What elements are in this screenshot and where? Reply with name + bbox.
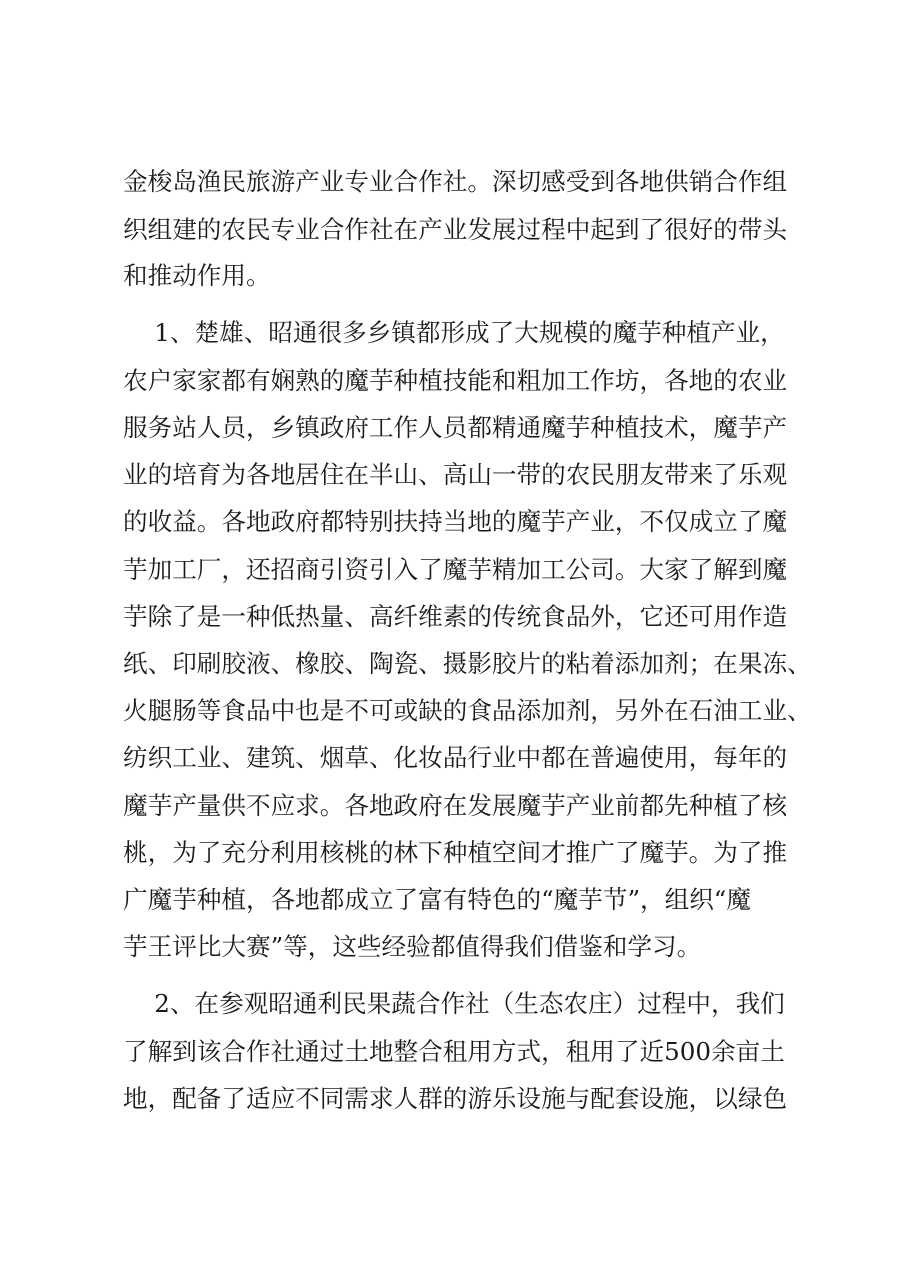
paragraph-2-line-9: 火腿肠等食品中也是不可或缺的食品添加剂，另外在石油工业、 [123,696,812,725]
paragraph-3-line-1: 2、在参观昭通利民果蔬合作社（生态农庄）过程中，我们 [123,989,785,1018]
paragraph-2-line-5: 的收益。各地政府都特别扶持当地的魔芋产业，不仅成立了魔 [123,507,788,536]
paragraph-2-line-12: 桃，为了充分利用核桃的林下种植空间才推广了魔芋。为了推 [123,838,788,867]
paragraph-2-line-3: 服务站人员，乡镇政府工作人员都精通魔芋种植技术，魔芋产 [123,413,788,442]
paragraph-1-line-2: 织组建的农民专业合作社在产业发展过程中起到了很好的带头 [123,215,788,244]
paragraph-2-line-10: 纺织工业、建筑、烟草、化妆品行业中都在普遍使用，每年的 [123,743,788,772]
paragraph-2-line-7: 芋除了是一种低热量、高纤维素的传统食品外，它还可用作造 [123,602,788,631]
paragraph-1-line-1: 金梭岛渔民旅游产业专业合作社。深切感受到各地供销合作组 [123,167,788,196]
paragraph-2-line-2: 农户家家都有娴熟的魔芋种植技能和粗加工作坊，各地的农业 [123,366,788,395]
paragraph-3-line-3: 地，配备了适应不同需求人群的游乐设施与配套设施，以绿色 [123,1084,788,1113]
paragraph-2-line-14: 芋王评比大赛”等，这些经验都值得我们借鉴和学习。 [123,932,702,961]
paragraph-2-line-11: 魔芋产量供不应求。各地政府在发展魔芋产业前都先种植了核 [123,791,788,820]
paragraph-2-line-8: 纸、印刷胶液、橡胶、陶瓷、摄影胶片的粘着添加剂；在果冻、 [123,649,812,678]
paragraph-3-line-2: 了解到该合作社通过土地整合租用方式，租用了近500余亩土 [123,1037,785,1066]
paragraph-2-line-13: 广魔芋种植，各地都成立了富有特色的“魔芋节”，组织“魔 [123,885,751,914]
paragraph-1-line-3: 和推动作用。 [123,261,271,290]
paragraph-2-line-1: 1、楚雄、昭通很多乡镇都形成了大规模的魔芋种植产业， [123,318,785,347]
paragraph-2-line-4: 业的培育为各地居住在半山、高山一带的农民朋友带来了乐观 [123,460,788,489]
paragraph-2-line-6: 芋加工厂，还招商引资引入了魔芋精加工公司。大家了解到魔 [123,555,788,584]
